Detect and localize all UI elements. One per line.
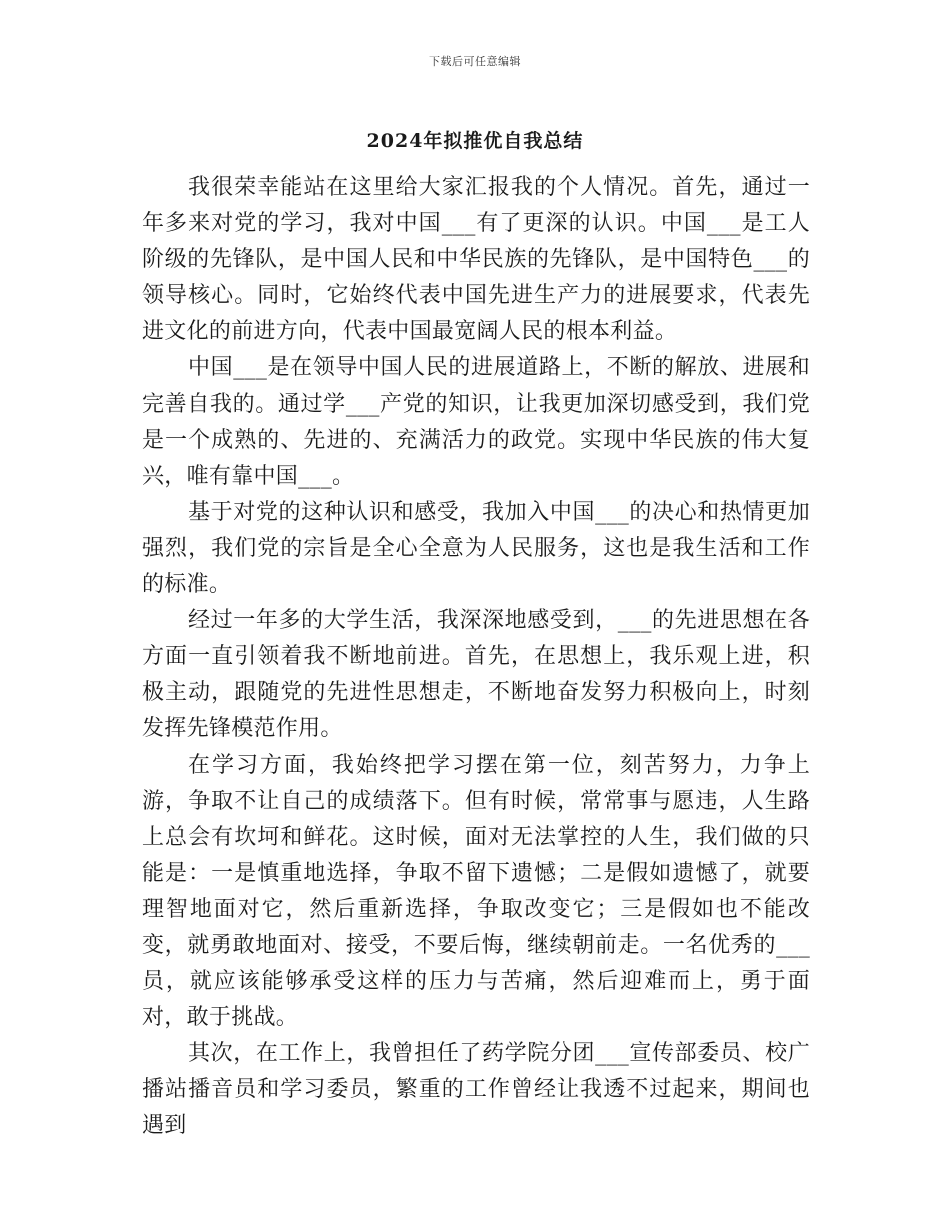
paragraph-2: 中国___是在领导中国人民的进展道路上，不断的解放、进展和完善自我的。通过学___产党的知识，让我更加深切感受到，我们党是一个成熟的、先进的、充满活力的政党。实现中华民族的伟大复兴，唯有靠中国___。 [142, 355, 810, 489]
paragraph-6: 其次，在工作上，我曾担任了药学院分团___宣传部委员、校广播站播音员和学习委员，繁重的工作曾经让我透不过起来，期间也遇到 [142, 1041, 810, 1139]
paragraph-3: 基于对党的这种认识和感受，我加入中国___的决心和热情更加强烈，我们党的宗旨是全心全意为人民服务，这也是我生活和工作的标准。 [142, 499, 810, 598]
paragraph-1: 我很荣幸能站在这里给大家汇报我的个人情况。首先，通过一年多来对党的学习，我对中国___有了更深的认识。中国___是工人阶级的先锋队，是中国人民和中华民族的先锋队，是中国特色___的领导核心。同时，它始终代表中国先进生产力的进展要求，代表先进文化的前进方向，代表中国最宽阔人民的根本利益。 [142, 175, 810, 345]
document-body [142, 170, 810, 1145]
paragraph-5: 在学习方面，我始终把学习摆在第一位，刻苦努力，力争上游，争取不让自己的成绩落下。但有时候，常常事与愿违，人生路上总会有坎坷和鲜花。这时候，面对无法掌控的人生，我们做的只能是：一是慎重地选择，争取不留下遗憾；二是假如遗憾了，就要理智地面对它，然后重新选择，争取改变它；三是假如也不能改变，就勇敢地面对、接受，不要后悔，继续朝前走。一名优秀的___员，就应该能够承受这样的压力与苦痛，然后迎难而上，勇于面对，敢于挑战。 [142, 752, 810, 1031]
page-header-note: 下载后可任意编辑 [429, 55, 521, 68]
document-title: 2024年拟推优自我总结 [366, 130, 584, 152]
paragraph-4: 经过一年多的大学生活，我深深地感受到，___的先进思想在各方面一直引领着我不断地前进。首先，在思想上，我乐观上进，积极主动，跟随党的先进性思想走，不断地奋发努力积极向上，时刻发挥先锋模范作用。 [142, 608, 810, 742]
